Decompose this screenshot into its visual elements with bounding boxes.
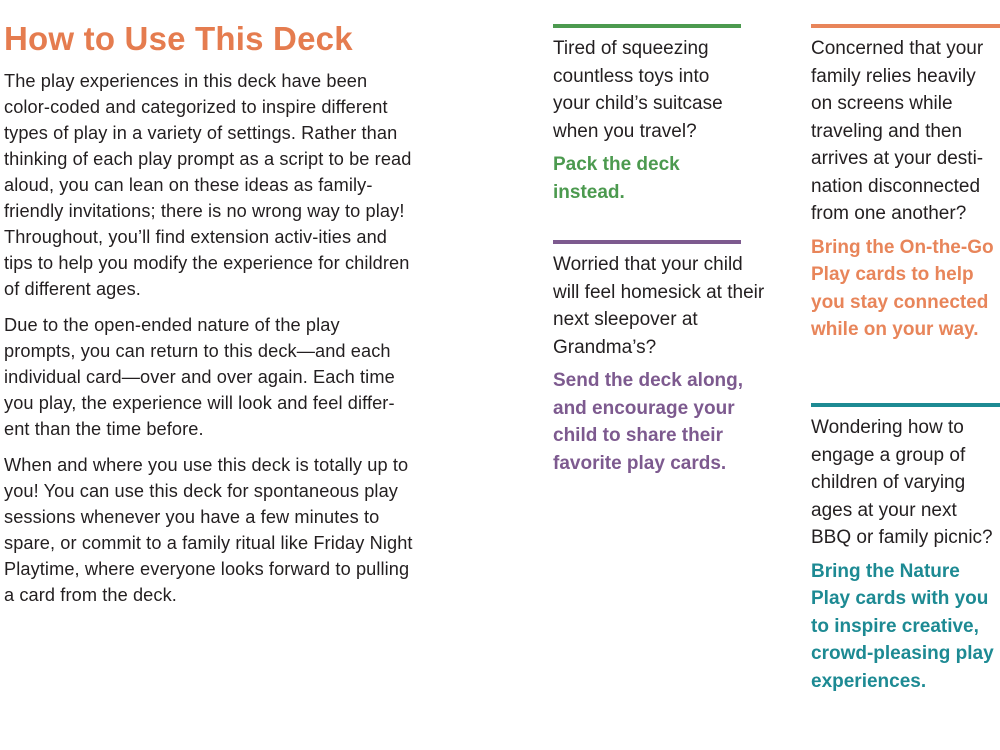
intro-paragraph-3: When and where you use this deck is totally up to you! You can use this deck for spontaneous play sessions whenever you have a few minutes to spare, or commit to a family ritual like Friday Night Playtime, where everyone looks forward to pulling a card from the deck. (4, 455, 413, 605)
intro-paragraph-2: Due to the open-ended nature of the play prompts, you can return to this deck—and each individual card—over and over again. Each time you play, the experience will look and feel differ-ent than the time before. (4, 315, 395, 439)
callout-answer: Bring the On-the-Go Play cards to help you stay connected while on your way. (811, 236, 994, 340)
callout-sleepover (553, 240, 768, 477)
page-title: How to Use This Deck (4, 20, 353, 57)
callout-answer: Pack the deck instead. (553, 154, 680, 203)
intro-section (4, 20, 414, 618)
callout-divider (811, 403, 1000, 407)
callout-answer: Send the deck along, and encourage your child to share their favorite play cards. (553, 370, 744, 474)
callout-question: Worried that your child will feel homesick at their next sleepover at Grandma’s? (553, 254, 765, 358)
callout-suitcase (553, 24, 741, 206)
callout-question: Wondering how to engage a group of children of varying ages at your next BBQ or family picnic? (811, 417, 993, 548)
callout-divider (811, 24, 1000, 28)
callout-question: Tired of squeezing countless toys into your child’s suitcase when you travel? (553, 38, 723, 142)
callout-screens (811, 24, 1000, 344)
callout-divider (553, 240, 741, 244)
callout-answer: Bring the Nature Play cards with you to inspire creative, crowd-pleasing play experiences. (811, 560, 994, 692)
callout-question: Concerned that your family relies heavily on screens while traveling and then arrives at your desti-nation disconnected from one another? (811, 38, 984, 224)
callout-bbq (811, 403, 1000, 695)
intro-paragraph-1: The play experiences in this deck have been color-coded and categorized to inspire different types of play in a variety of settings. Rather than thinking of each play prompt as a script to be read aloud, you can lean on these ideas as family-friendly invitations; there is no wrong way to play! Throughout, you’ll find extension activ-ities and tips to help you modify the experience for children of different ages. (4, 71, 412, 299)
callout-divider (553, 24, 741, 28)
